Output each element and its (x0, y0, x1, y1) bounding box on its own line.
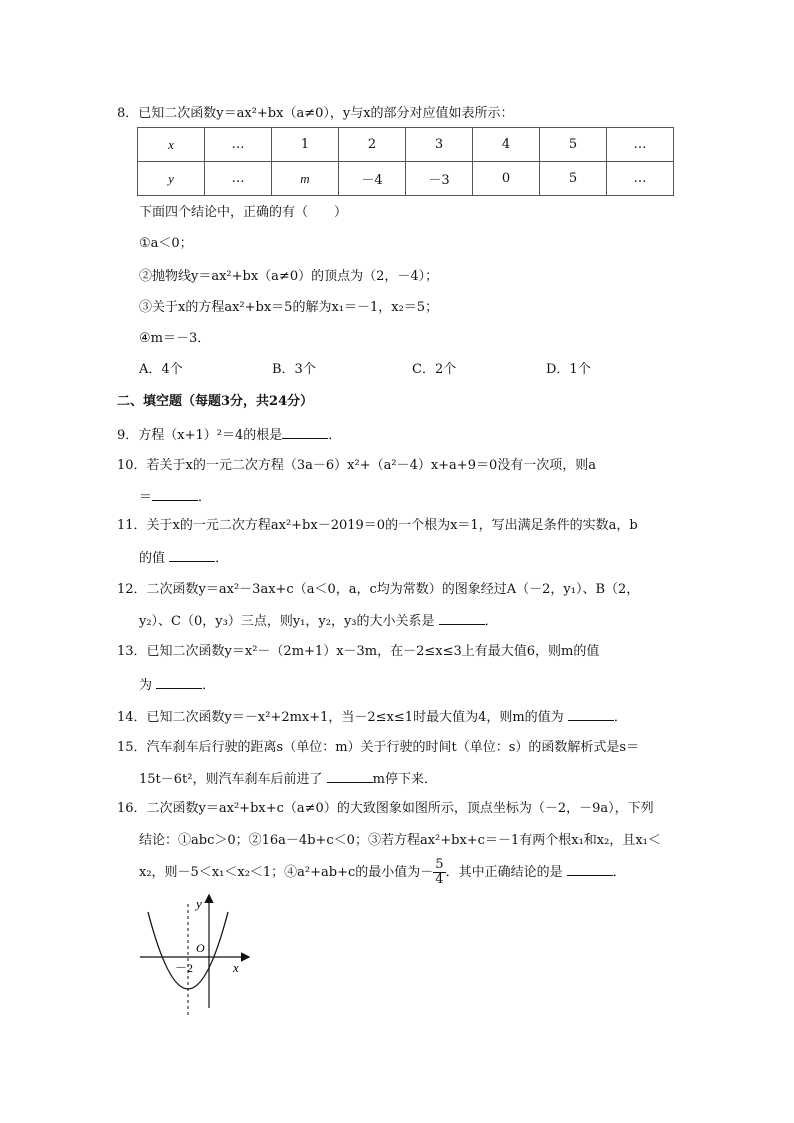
fraction-denominator: 4 (435, 872, 444, 887)
q8-conclusion-2: ②抛物线y＝ax²+bx（a≠0）的顶点为（2，－4）； (139, 269, 439, 284)
q8-conclusion-4: ④m＝－3． (139, 331, 211, 346)
fraction-numerator: 5 (435, 857, 444, 872)
table-cell: m (272, 162, 339, 196)
table-cell: … (205, 162, 272, 196)
table-cell: －4 (339, 162, 406, 196)
q8-option-d: D．1个 (546, 362, 591, 377)
answer-blank (327, 768, 373, 783)
answer-blank (152, 486, 198, 501)
y-axis-label: y (196, 896, 202, 911)
table-cell: … (607, 128, 674, 162)
fraction (433, 858, 445, 887)
q13-line2: 为 ． (139, 674, 215, 696)
tick-label-neg2: －2 (175, 961, 194, 975)
table-cell: 5 (540, 162, 607, 196)
section-title: 二、填空题（每题3分，共24分） (117, 394, 314, 409)
q16-line1: 16．二次函数y＝ax²+bx+c（a≠0）的大致图象如图所示，顶点坐标为（－2，－9a），下列 (117, 801, 654, 816)
q16-text-a: x₂，则－5＜x₁＜x₂＜1；④a²+ab+c的最小值为－ (139, 865, 434, 880)
table-cell: … (205, 128, 272, 162)
q8-conclusion-3: ③关于x的方程ax²+bx＝5的解为x₁＝－1，x₂＝5； (139, 300, 439, 315)
q15-text-b: m停下来． (372, 772, 437, 787)
answer-blank (169, 547, 215, 562)
q15-line1: 15．汽车刹车后行驶的距离s（单位：m）关于行驶的时间t（单位：s）的函数解析式是s＝ (117, 740, 640, 755)
table-cell: y (138, 162, 205, 196)
q13-tail: 为 (139, 678, 153, 693)
q10-equals: ＝ (139, 490, 153, 505)
table-cell: 5 (540, 128, 607, 162)
q8-prompt: 下面四个结论中，正确的有（ ） (139, 205, 348, 220)
q11-line2: 的值 ． (139, 547, 228, 569)
table-cell: … (607, 162, 674, 196)
answer-blank (568, 706, 614, 721)
q8-option-c: C．2个 (412, 362, 457, 377)
table-cell: 4 (473, 128, 540, 162)
q13-line1: 13．已知二次函数y＝x²－（2m+1）x－3m，在－2≤x≤3上有最大值6，则m的值 (117, 644, 600, 659)
x-axis-label: x (233, 960, 239, 975)
table-row-y (138, 162, 674, 196)
q15-line2 (139, 768, 437, 790)
q14: 14．已知二次函数y＝－x²+2mx+1，当－2≤x≤1时最大值为4，则m的值为 ． (117, 706, 627, 728)
q16-text-b: ．其中正确结论的是 (445, 865, 563, 880)
q16-line3: x₂，则－5＜x₁＜x₂＜1；④a²+ab+c的最小值为－ $\frac{5}{4}$ ．其中正确结论的是 ． (139, 857, 626, 887)
table-cell: －3 (406, 162, 473, 196)
table-row-x (138, 128, 674, 162)
table-cell: 1 (272, 128, 339, 162)
answer-blank (439, 610, 485, 625)
q12-line1: 12．二次函数y＝ax²－3ax+c（a＜0，a，c均为常数）的图象经过A（－2，y₁）、B（2， (117, 582, 640, 597)
value-table (137, 127, 674, 196)
q10-line2: ＝ ． (139, 486, 211, 508)
q11-tail: 的值 (139, 551, 166, 566)
q8-option-b: B．3个 (272, 362, 316, 377)
origin-label: O (196, 941, 205, 955)
table-cell: 0 (473, 162, 540, 196)
q11-line1: 11．关于x的一元二次方程ax²+bx－2019＝0的一个根为x＝1，写出满足条件的实数a，b (117, 518, 638, 533)
q8-conclusion-1: ①a＜0； (139, 236, 193, 251)
q12-line2: y₂）、C（0，y₃）三点，则y₁，y₂，y₃的大小关系是 ． (139, 610, 498, 632)
q8-option-a: A．4个 (139, 362, 183, 377)
table-cell: 3 (406, 128, 473, 162)
q14-text: 14．已知二次函数y＝－x²+2mx+1，当－2≤x≤1时最大值为4，则m的值为 (117, 710, 564, 725)
parabola-graph (130, 890, 260, 1025)
q9-text: 9．方程（x+1）²＝4的根是 (117, 428, 283, 443)
q15-text-a: 15t－6t²，则汽车刹车后前进了 (139, 772, 323, 787)
answer-blank (567, 861, 613, 876)
table-cell: x (138, 128, 205, 162)
q12-tail: y₂）、C（0，y₃）三点，则y₁，y₂，y₃的大小关系是 (139, 614, 435, 629)
table-cell: 2 (339, 128, 406, 162)
q8-stem: 8．已知二次函数y＝ax²+bx（a≠0），y与x的部分对应值如表所示： (117, 106, 514, 121)
q9: 9．方程（x+1）²＝4的根是 ． (117, 424, 341, 446)
q16-line2: 结论：①abc＞0；②16a－4b+c＜0；③若方程ax²+bx+c＝－1有两个根x₁和x₂，且x₁＜ (139, 833, 661, 848)
answer-blank (282, 424, 328, 439)
q10-line1: 10．若关于x的一元二次方程（3a－6）x²+（a²－4）x+a+9＝0没有一次项，则a (117, 458, 596, 473)
answer-blank (156, 674, 202, 689)
